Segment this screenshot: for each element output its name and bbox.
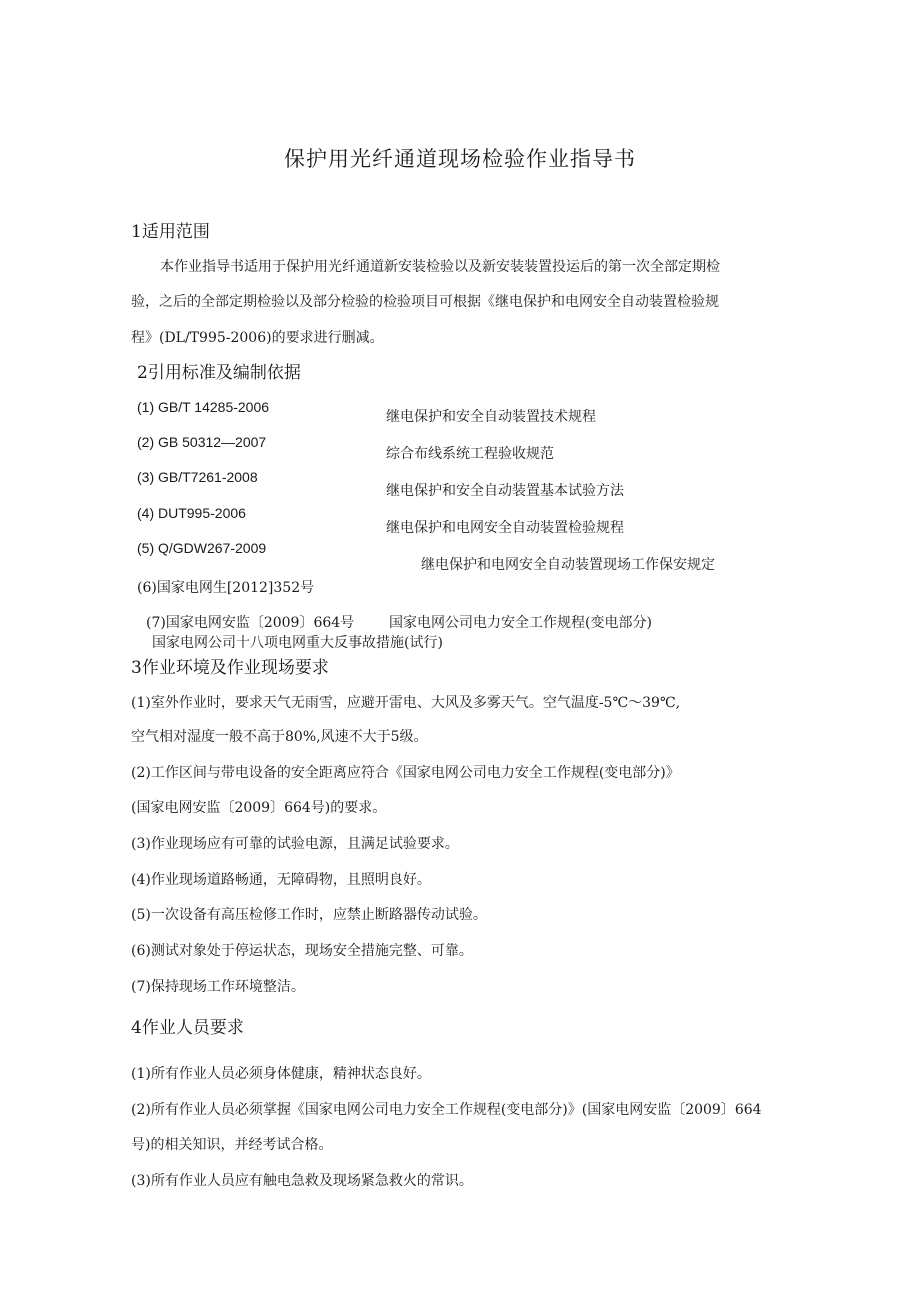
- section-2-heading: 2引用标准及编制依据: [137, 363, 301, 383]
- reference-title: 继电保护和安全自动装置基本试验方法: [386, 483, 624, 499]
- section-1-heading: 1适用范围: [131, 222, 210, 242]
- reference-title: 继电保护和电网安全自动装置现场工作保安规定: [421, 557, 715, 573]
- reference-code: (5) Q/GDW267-2009: [137, 540, 267, 556]
- section-3-line: (国家电网安监〔2009〕664号)的要求。: [131, 800, 387, 816]
- reference-code: (6)国家电网生[2012]352号: [137, 580, 315, 596]
- section-4-line: 号)的相关知识，并经考试合格。: [131, 1137, 333, 1153]
- section-4-line: (2)所有作业人员必须掌握《国家电网公司电力安全工作规程(变电部分)》(国家电网安监〔2009〕664: [131, 1102, 762, 1118]
- section-4-heading: 4作业人员要求: [131, 1018, 244, 1038]
- section-4-line: (1)所有作业人员必须身体健康，精神状态良好。: [131, 1066, 431, 1082]
- section-1-line: 程》(DL/T995-2006)的要求进行删减。: [131, 330, 384, 346]
- section-3-line: (5)一次设备有高压检修工作时，应禁止断路器传动试验。: [131, 907, 487, 923]
- section-3-heading: 3作业环境及作业现场要求: [131, 658, 329, 678]
- reference-code: (2) GB 50312—2007: [137, 434, 267, 450]
- reference-code: (3) GB/T7261-2008: [137, 469, 258, 485]
- reference-title: 继电保护和电网安全自动装置检验规程: [386, 520, 624, 536]
- reference-title: 综合布线系统工程验收规范: [386, 446, 554, 462]
- section-3-line: 空气相对湿度一般不高于80%,风速不大于5级。: [131, 729, 428, 745]
- reference-title: 继电保护和安全自动装置技术规程: [386, 409, 596, 425]
- section-4-line: (3)所有作业人员应有触电急救及现场紧急救火的常识。: [131, 1173, 473, 1189]
- section-3-line: (7)保持现场工作环境整洁。: [131, 979, 305, 995]
- reference-title: 国家电网公司电力安全工作规程(变电部分): [389, 615, 652, 631]
- section-3-line: (6)测试对象处于停运状态，现场安全措施完整、可靠。: [131, 943, 473, 959]
- section-3-line: (1)室外作业时，要求天气无雨雪，应避开雷电、大风及多雾天气。空气温度-5℃～39℃,: [131, 695, 681, 711]
- section-3-line: (2)工作区间与带电设备的安全距离应符合《国家电网公司电力安全工作规程(变电部分)》: [131, 765, 680, 781]
- reference-code: (1) GB/T 14285-2006: [137, 399, 270, 415]
- reference-code: (7)国家电网安监〔2009〕664号: [146, 615, 355, 631]
- reference-title: 国家电网公司十八项电网重大反事故措施(试行): [152, 635, 443, 651]
- section-1-line: 验，之后的全部定期检验以及部分检验的检验项目可根据《继电保护和电网安全自动装置检验规: [131, 294, 719, 310]
- section-1-line: 本作业指导书适用于保护用光纤通道新安装检验以及新安装装置投运后的第一次全部定期检: [160, 259, 720, 275]
- page-title: 保护用光纤通道现场检验作业指导书: [284, 147, 636, 171]
- section-3-line: (3)作业现场应有可靠的试验电源，且满足试验要求。: [131, 836, 459, 852]
- section-3-line: (4)作业现场道路畅通，无障碍物，且照明良好。: [131, 872, 431, 888]
- reference-code: (4) DUT995-2006: [137, 505, 246, 521]
